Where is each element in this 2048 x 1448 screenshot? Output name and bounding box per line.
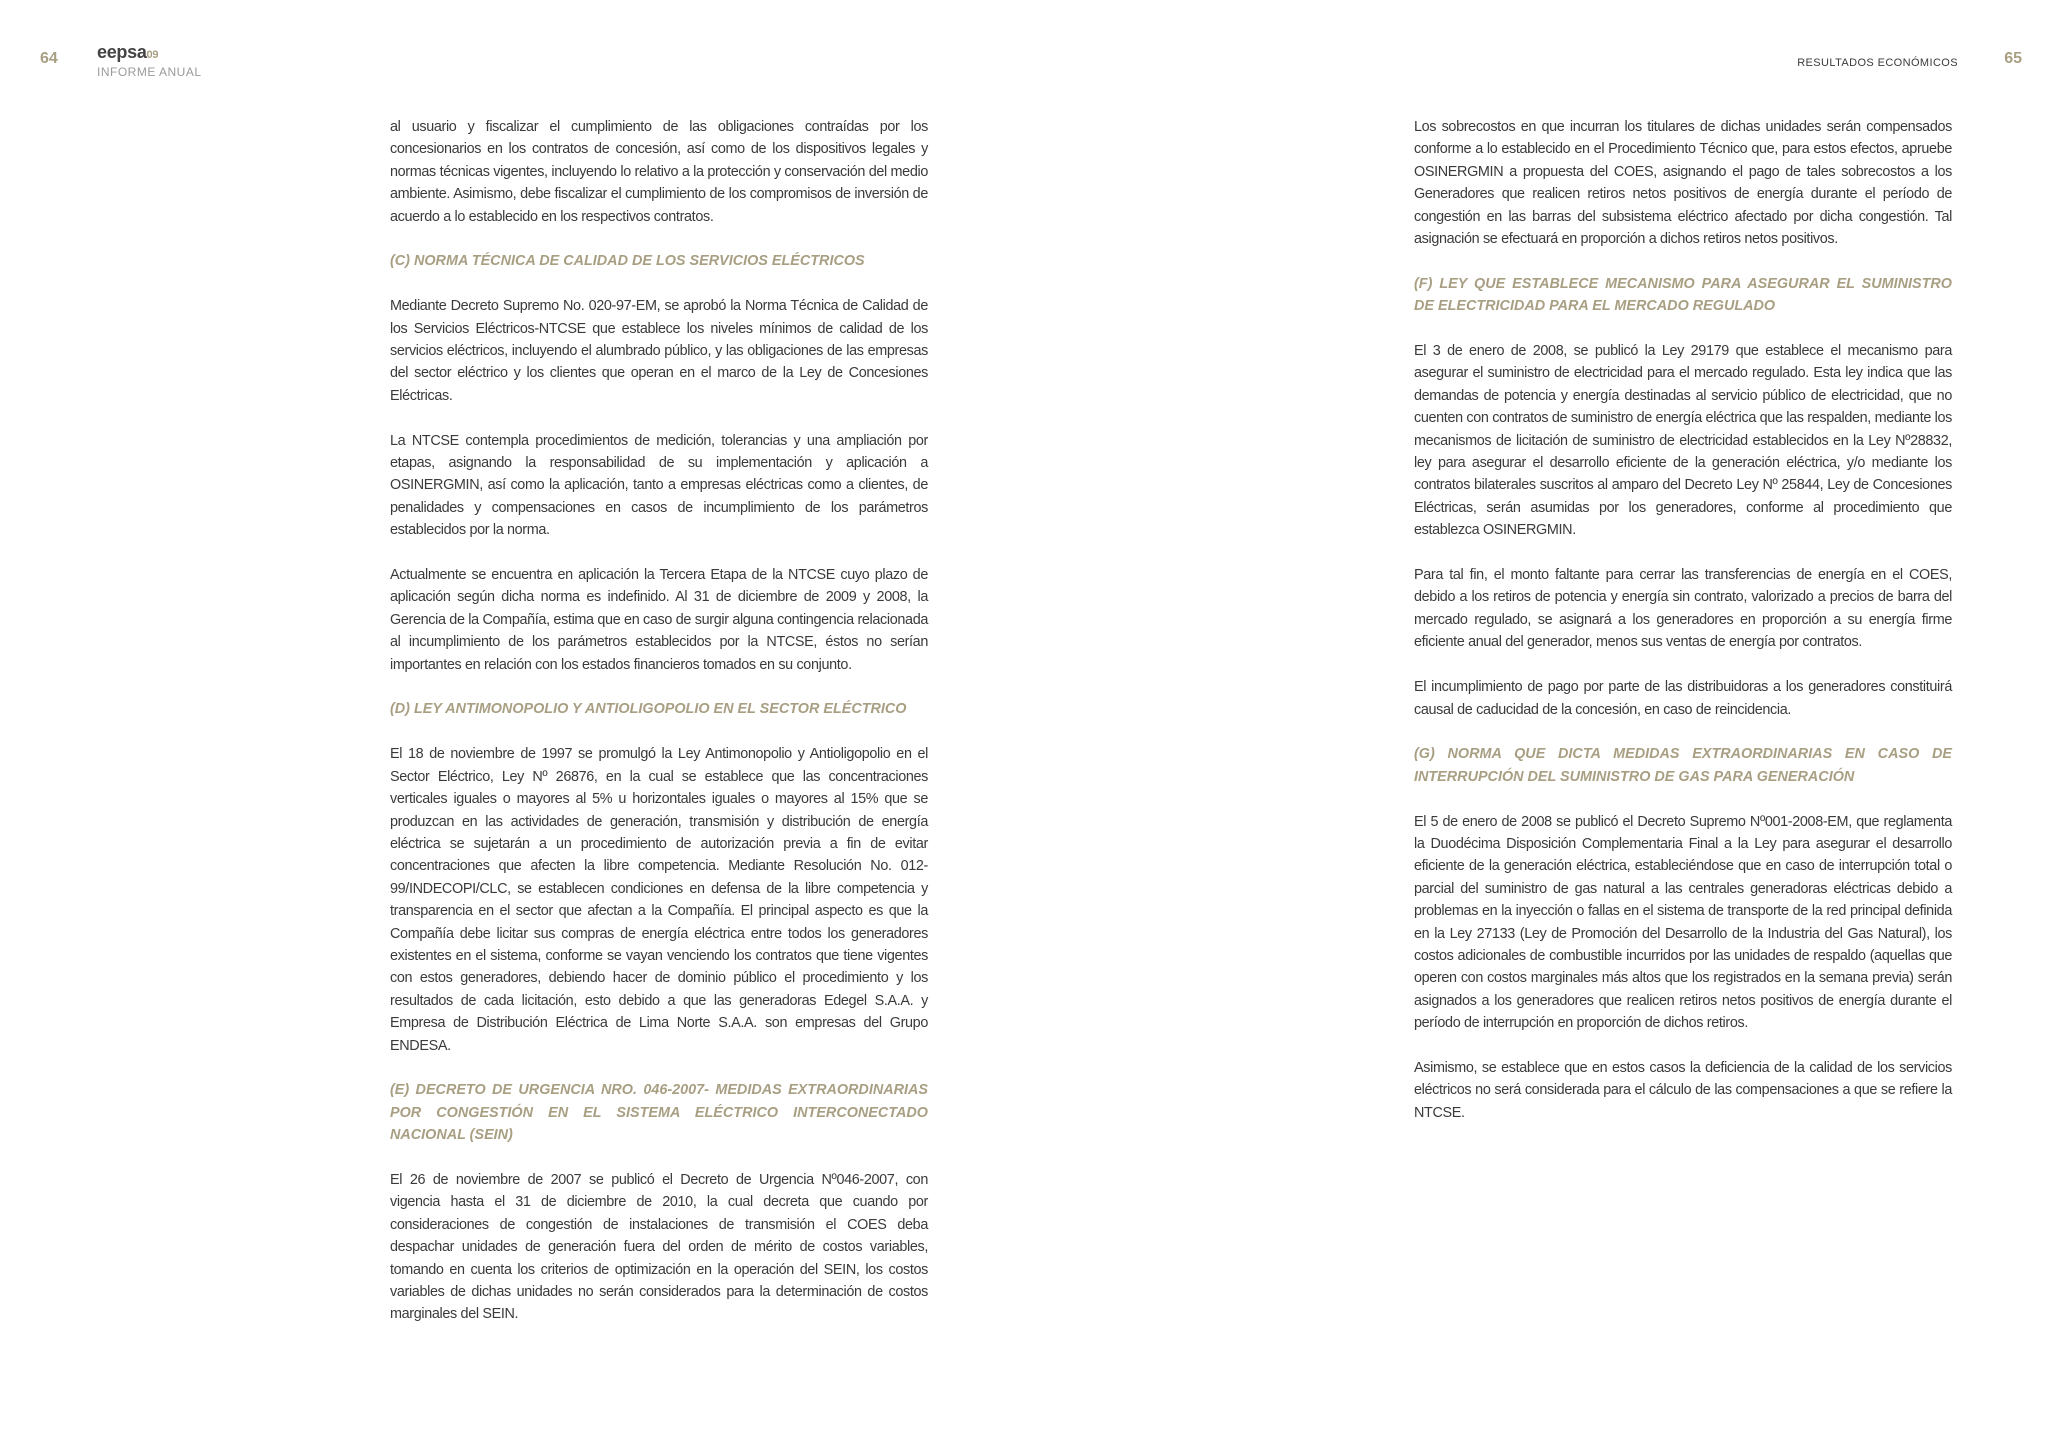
paragraph: Para tal fin, el monto faltante para cerrar las transferencias de energía en el COES, debido a los retiros de potencia y energía sin contrato, valorizado a precios de barra del mercado regulado, se asignará a los generadores en proporción a su energía firme eficiente anual del generador, menos sus ventas de energía por contratos. — [1414, 567, 1952, 651]
section-heading-d: (D) LEY ANTIMONOPOLIO Y ANTIOLIGOPOLIO EN EL SECTOR ELÉCTRICO — [390, 701, 907, 718]
report-subtitle: INFORME ANUAL — [97, 65, 202, 79]
paragraph: El 18 de noviembre de 1997 se promulgó la Ley Antimonopolio y Antioligopolio en el Sector Eléctrico, Ley Nº 26876, en la cual se establece que las concentraciones verticales iguales o mayores al 5% u horizontales iguales o mayores al 15% que se produzcan en las actividades de generación, transmisión y distribución de energía eléctrica se sujetarán a un procedimiento de autorización previa a fin de evitar concentraciones que afecten la libre competencia. Mediante Resolución No. 012-99/INDECOPI/CLC, se establecen condiciones en defensa de la libre competencia y transparencia en el sector que afectan a la Compañía. El principal aspecto es que la Compañía debe licitar sus compras de energía eléctrica entre todos los generadores existentes en el sistema, conforme se vayan venciendo los contratos que tiene vigentes con estos generadores, debiendo hacer de dominio público el procedimiento y los resultados de cada licitación, esto debido a que las generadoras Edegel S.A.A. y Empresa de Distribución Eléctrica de Lima Norte S.A.A. son empresas del Grupo ENDESA. — [390, 746, 928, 1054]
brand-block — [97, 42, 202, 79]
section-heading-g: (G) NORMA QUE DICTA MEDIDAS EXTRAORDINARIAS EN CASO DE INTERRUPCIÓN DEL SUMINISTRO DE GAS PARA GENERACIÓN — [1414, 746, 1952, 785]
section-heading-f: (F) LEY QUE ESTABLECE MECANISMO PARA ASEGURAR EL SUMINISTRO DE ELECTRICIDAD PARA EL MERCADO REGULADO — [1414, 275, 1952, 315]
paragraph: El 26 de noviembre de 2007 se publicó el Decreto de Urgencia Nº046-2007, con vigencia hasta el 31 de diciembre de 2010, la cual decreta que cuando por consideraciones de congestión de instalaciones de transmisión el COES deba despachar unidades de generación fuera del orden de mérito de costos variables, tomando en cuenta los criterios de optimización en la operación del SEIN, los costos variables de dichas unidades no serán considerados para la determinación de costos marginales del SEIN. — [390, 1171, 928, 1323]
section-heading-e: (E) DECRETO DE URGENCIA NRO. 046-2007- MEDIDAS EXTRAORDINARIAS POR CONGESTIÓN EN EL SISTEMA ELÉCTRICO INTERCONECTADO NACIONAL (SEIN) — [390, 1082, 928, 1144]
brand-name: eepsa — [97, 42, 147, 62]
brand-logo — [97, 42, 202, 63]
paragraph: Actualmente se encuentra en aplicación la Tercera Etapa de la NTCSE cuyo plazo de aplicación según dicha norma es indefinido. Al 31 de diciembre de 2009 y 2008, la Gerencia de la Compañía, estima que en caso de surgir alguna contingencia relacionada al incumplimiento de los parámetros establecidos por la NTCSE, éstos no serían importantes en relación con los estados financieros tomados en su conjunto. — [390, 567, 928, 673]
left-text-column — [390, 116, 928, 1348]
paragraph: El 3 de enero de 2008, se publicó la Ley 29179 que establece el mecanismo para asegurar el suministro de electricidad para el mercado regulado. Esta ley indica que las demandas de potencia y energía destinadas al servicio público de electricidad, que no cuenten con contratos de suministro de energía eléctrica que las respalden, mediante los mecanismos de licitación de suministro de electricidad establecidos en la Ley Nº28832, ley para asegurar el desarrollo eficiente de la generación eléctrica, y/o mediante los contratos bilaterales suscritos al amparo del Decreto Ley Nº 25844, Ley de Concesiones Eléctricas, serán asumidas por los generadores, conforme al procedimiento que establezca OSINERGMIN. — [1414, 343, 1952, 539]
paragraph: al usuario y fiscalizar el cumplimiento de las obligaciones contraídas por los concesionarios en los contratos de concesión, así como de los dispositivos legales y normas técnicas vigentes, incluyendo lo relativo a la protección y conservación del medio ambiente. Asimismo, debe fiscalizar el cumplimiento de los compromisos de inversión de acuerdo a lo establecido en los respectivos contratos. — [390, 119, 928, 225]
paragraph: Mediante Decreto Supremo No. 020-97-EM, se aprobó la Norma Técnica de Calidad de los Servicios Eléctricos-NTCSE que establece los niveles mínimos de calidad de los servicios eléctricos, incluyendo el alumbrado público, y las obligaciones de las empresas del sector eléctrico y los clientes que operan en el marco de la Ley de Concesiones Eléctricas. — [390, 298, 928, 404]
paragraph: Asimismo, se establece que en estos casos la deficiencia de la calidad de los servicios eléctricos no será considerada para el cálculo de las compensaciones a que se refiere la NTCSE. — [1414, 1059, 1952, 1121]
section-title: RESULTADOS ECONÓMICOS — [1797, 57, 1958, 69]
paragraph: El 5 de enero de 2008 se publicó el Decreto Supremo Nº001-2008-EM, que reglamenta la Duodécima Disposición Complementaria Final a la Ley para asegurar el desarrollo eficiente de la generación eléctrica, estableciéndose que en caso de interrupción total o parcial del suministro de gas natural a las centrales generadoras eléctricas debido a problemas en la inyección o fallas en el sistema de transporte de la red principal definida en la Ley 27133 (Ley de Promoción del Desarrollo de la Industria del Gas Natural), los costos adicionales de combustible incurridos por las unidades de respaldo (aquellas que operen con costos marginales más altos que los registrados en la semana previa) serán asignados a los generadores que realicen retiros netos positivos de energía durante el período de interrupción en proporción de dichos retiros. — [1414, 813, 1952, 1032]
brand-year: 09 — [146, 49, 159, 61]
page-number-left: 64 — [40, 50, 58, 67]
page-number-right: 65 — [2004, 50, 2022, 67]
paragraph: El incumplimiento de pago por parte de las distribuidoras a los generadores constituirá causal de caducidad de la concesión, en caso de reincidencia. — [1414, 679, 1952, 718]
right-text-column — [1414, 116, 1952, 1147]
section-heading-c: (C) NORMA TÉCNICA DE CALIDAD DE LOS SERVICIOS ELÉCTRICOS — [390, 253, 865, 270]
paragraph: La NTCSE contempla procedimientos de medición, tolerancias y una ampliación por etapas, asignando la responsabilidad de su implementación y aplicación a OSINERGMIN, así como la aplicación, tanto a empresas eléctricas como a clientes, de penalidades y compensaciones en casos de incumplimiento de los parámetros establecidos por la norma. — [390, 432, 928, 539]
paragraph: Los sobrecostos en que incurran los titulares de dichas unidades serán compensados conforme a lo establecido en el Procedimiento Técnico que, para estos efectos, apruebe OSINERGMIN a propuesta del COES, asignando el pago de tales sobrecostos a los Generadores que realicen retiros netos positivos de energía durante el período de congestión en las barras del subsistema eléctrico afectado por dicha congestión. Tal asignación se efectuará en proporción a dichos retiros netos positivos. — [1414, 119, 1952, 248]
